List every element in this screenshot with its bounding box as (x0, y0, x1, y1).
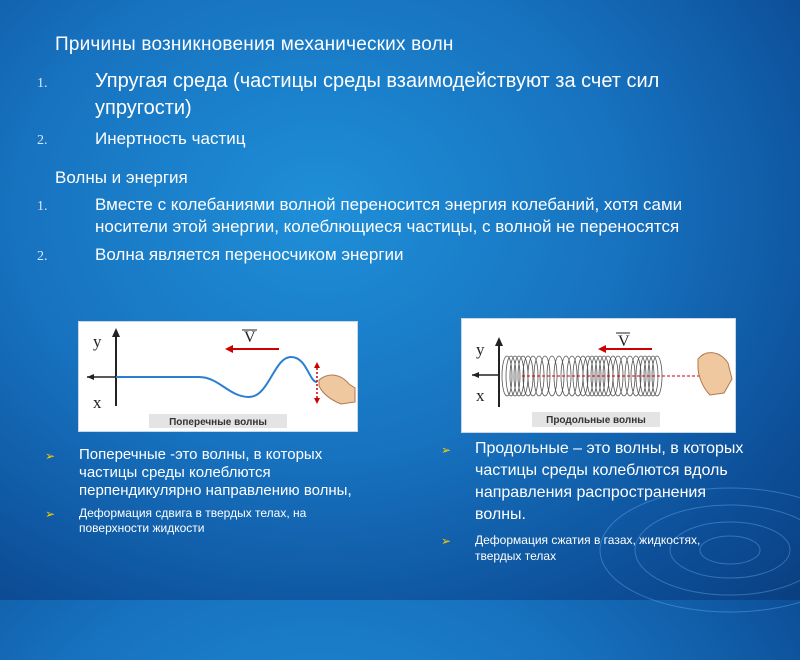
spring-coil (506, 356, 516, 396)
item-number: 1. (37, 199, 48, 214)
y-arrowhead (112, 328, 120, 337)
energy-item (37, 194, 755, 238)
up-arrowhead (314, 362, 320, 368)
bullet-text: Поперечные -это волны, в которых частицы среды колеблются перпендикулярно направлению волны, (79, 446, 352, 499)
velocity-arrowhead (598, 345, 606, 353)
bullet-item (45, 506, 369, 536)
energy-item (37, 244, 755, 266)
bullet-arrow-icon: ➢ (45, 507, 56, 521)
spring-coil (502, 356, 512, 396)
cause-item (37, 68, 755, 122)
figure-caption: Продольные волны (546, 415, 646, 426)
item-text: Вместе с колебаниями волной переносится энергия колебаний, хотя сами носители этой энергии, колеблющиеся частицы, с волной не переносятся (95, 195, 683, 236)
cause-item (37, 128, 755, 150)
longitudinal-wave-figure (461, 318, 736, 433)
x-axis-label: x (476, 386, 485, 405)
bullet-text: Продольные – это волны, в которых частицы среды колеблются вдоль направления распространения волны. (475, 440, 744, 523)
bullet-item (441, 438, 745, 526)
velocity-arrowhead (225, 345, 233, 353)
bullet-arrow-icon: ➢ (441, 534, 452, 548)
slide-title: Причины возникновения механических волн (55, 34, 454, 55)
item-text: Волна является переносчиком энергии (95, 245, 404, 264)
item-number: 2. (37, 133, 48, 148)
x-arrowhead (472, 372, 479, 378)
item-text: Упругая среда (частицы среды взаимодействуют за счет сил упругости) (95, 70, 660, 119)
transverse-wave-figure (78, 321, 358, 432)
causes-list (37, 68, 755, 150)
energy-list (37, 194, 755, 266)
x-axis-label: x (93, 393, 102, 412)
bullet-item (45, 446, 369, 500)
transverse-wave-line (116, 357, 317, 397)
figure-caption: Поперечные волны (169, 417, 267, 428)
hand-icon (319, 375, 355, 404)
transverse-bullets (45, 446, 369, 536)
bullet-item (441, 532, 745, 564)
bullet-arrow-icon: ➢ (45, 449, 56, 463)
longitudinal-bullets (441, 438, 745, 564)
y-axis-label: y (93, 332, 102, 351)
velocity-label: V (618, 333, 630, 350)
bullet-text: Деформация сжатия в газах, жидкостях, твердых телах (475, 533, 701, 563)
item-text: Инертность частиц (95, 129, 246, 148)
y-axis-label: y (476, 340, 485, 359)
bullet-text: Деформация сдвига в твердых телах, на поверхности жидкости (79, 506, 307, 535)
y-arrowhead (495, 337, 503, 346)
hand-icon (698, 353, 732, 395)
item-number: 1. (37, 76, 48, 91)
item-number: 2. (37, 249, 48, 264)
x-arrowhead (87, 374, 94, 380)
spring-coil (510, 356, 520, 396)
section-heading: Волны и энергия (55, 168, 188, 187)
bullet-arrow-icon: ➢ (441, 443, 452, 457)
velocity-label: V (244, 329, 256, 346)
down-arrowhead (314, 398, 320, 404)
